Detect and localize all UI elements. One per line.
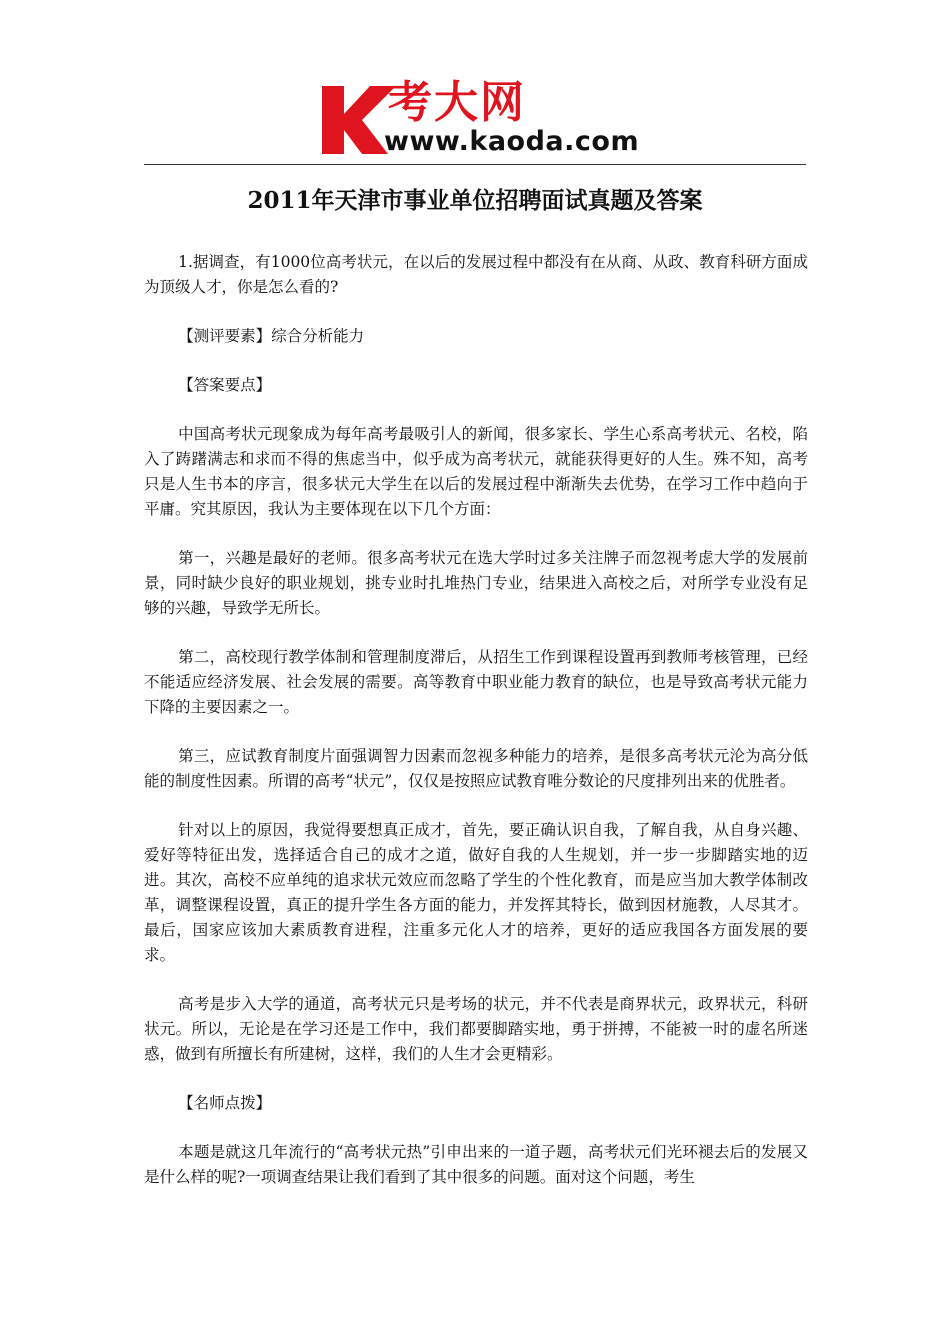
body-paragraph: 高考是步入大学的通道，高考状元只是考场的状元，并不代表是商界状元，政界状元，科研状元。所以，无论是在学习还是工作中，我们都要脚踏实地，勇于拼搏，不能被一时的虚名所迷惑，做到有所擅长有所建树，这样，我们的人生才会更精彩。 — [144, 995, 808, 1063]
document-title: 2011年天津市事业单位招聘面试真题及答案 — [247, 187, 703, 214]
logo-chinese-text: 考大网 — [388, 77, 526, 128]
body-paragraph: 中国高考状元现象成为每年高考最吸引人的新闻，很多家长、学生心系高考状元、名校，陷入了踌躇满志和求而不得的焦虑当中，似乎成为高考状元，就能获得更好的人生。殊不知，高考只是人生书本的序言，很多状元大学生在以后的发展过程中渐渐失去优势，在学习工作中趋向于平庸。究其原因，我认为主要体现在以下几个方面： — [144, 425, 808, 518]
document-body — [144, 250, 808, 1214]
body-paragraph: 第一，兴趣是最好的老师。很多高考状元在选大学时过多关注牌子而忽视考虑大学的发展前景，同时缺少良好的职业规划，挑专业时扎堆热门专业，结果进入高校之后，对所学专业没有足够的兴趣，导致学无所长。 — [144, 549, 808, 617]
logo-url-text: www.kaoda.com — [384, 126, 640, 157]
question-paragraph: 1.据调查，有1000位高考状元，在以后的发展过程中都没有在从商、从政、教育科研方面成为顶级人才，你是怎么看的? — [144, 253, 808, 296]
body-paragraph: 第二，高校现行教学体制和管理制度滞后，从招生工作到课程设置再到教师考核管理，已经不能适应经济发展、社会发展的需要。高等教育中职业能力教育的缺位，也是导致高考状元能力下降的主要因素之一。 — [144, 648, 808, 716]
section-heading-teacher-tips: 【名师点拨】 — [178, 1094, 272, 1112]
body-paragraph: 本题是就这几年流行的“高考状元热”引申出来的一道子题，高考状元们光环褪去后的发展又是什么样的呢?一项调查结果让我们看到了其中很多的问题。面对这个问题，考生 — [144, 1143, 808, 1186]
section-heading-answer: 【答案要点】 — [178, 376, 272, 394]
section-heading-assessment: 【测评要素】综合分析能力 — [178, 327, 365, 345]
header-divider — [144, 164, 806, 165]
site-logo[interactable] — [318, 78, 648, 162]
body-paragraph: 针对以上的原因，我觉得要想真正成才，首先，要正确认识自我，了解自我，从自身兴趣、爱好等特征出发，选择适合自己的成才之道，做好自我的人生规划，并一步一步脚踏实地的迈进。其次，高校不应单纯的追求状元效应而忽略了学生的个性化教育，而是应当加大教学体制改革，调整课程设置，真正的提升学生各方面的能力，并发挥其特长，做到因材施教，人尽其才。最后，国家应该加大素质教育进程，注重多元化人才的培养，更好的适应我国各方面发展的要求。 — [144, 821, 808, 964]
body-paragraph: 第三，应试教育制度片面强调智力因素而忽视多种能力的培养，是很多高考状元沦为高分低能的制度性因素。所谓的高考“状元”，仅仅是按照应试教育唯分数论的尺度排列出来的优胜者。 — [144, 747, 808, 790]
